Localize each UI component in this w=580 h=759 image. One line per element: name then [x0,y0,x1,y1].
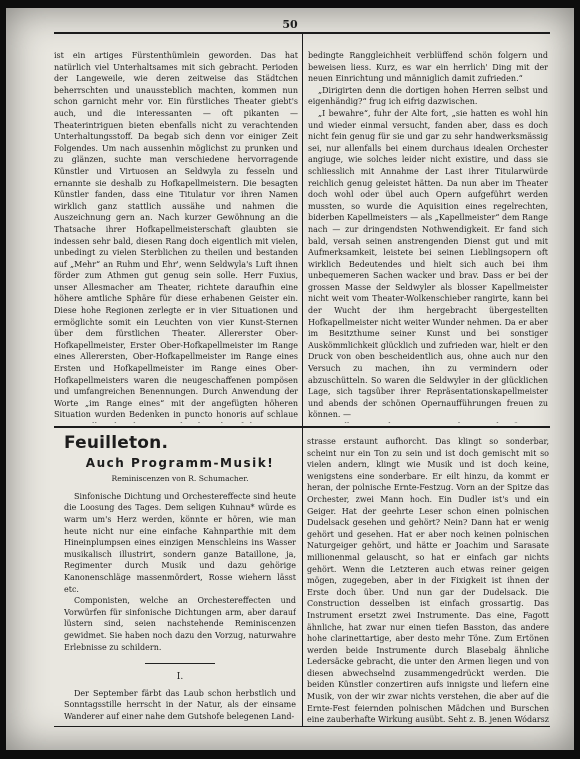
top-right-paragraph-2: „Dirigirten denn die dortigen hohen Herren selbst und eigenhändig?“ frug ich eifrig dazwischen. [308,85,548,107]
column-divider-top [302,34,303,426]
top-right-paragraph-4 [308,421,548,423]
intro-paragraph-1: Sinfonische Dichtung und Orchestereffecte sind heute die Loosung des Tages. Dem seligen Kuhnau* würde es warm um's Herz werden, könnte er hören, wie man heute nicht nur eine einfache Kahnparthie mit dem Hineinplumpsen eines einzigen Menschleins ins Wasser musikalisch illustrirt, sondern ganze Bataillone, ja, Regimenter durch Musik und dazu gehörige Kanonenschläge massenmördert, Rosse wiehern lässt etc. [64,491,296,594]
article-intro [64,491,296,653]
top-left-column [54,50,298,423]
bottom-rule [54,726,550,727]
section-rule [145,663,215,664]
newspaper-page [6,8,574,750]
section-body [64,688,296,723]
column-divider-bottom [302,428,303,726]
feuilleton-right-column [307,436,549,724]
intro-paragraph-2: Componisten, welche an Orchestereffecten und Vorwürfen für sinfonische Dichtungen arm, aber darauf lüstern sind, seien nachstehende Reminiscenzen gewidmet. Sie haben noch dazu den Vorzug, naturwahre Erlebnisse zu schildern. [64,596,296,652]
top-right-paragraph-3: „I bewahre“, fuhr der Alte fort, „sie hatten es wohl hin und wieder einmal versucht, fanden aber, dass es doch nicht fein genug für sie und gar zu sehr handwerksmässig sei, nur allenfalls bei einem durchaus idealen Orchester angiuge, wie solches leider nicht existire, und dass sie schliesslich mit Annahme der Last ihrer Titularwürde reichlich genug geleistet hätten. Da nun aber im Theater doch wohl oder übel auch Opern aufgeführt werden mussten, so wurde die Aquisition eines regelrechten, biderben Kapellmeisters — als „Kapellmeister“ dem Range nach — zur dringendsten Nothwendigkeit. Er fand sich bald, versah seinen anstrengenden Dienst gut und mit Aufmerksamkeit, leistete bei seinen Lieblingsopern oft wirklich Bedeutendes und hielt sich auch bei ihm unbequemeren Sachen wacker und brav. Dass er bei der grossen Masse der Seldwyler als blosser Kapellmeister nicht weit vom Theater-Wolkenschieber rangirte, kann bei der Wucht der ihm hergebracht übergestellten Hofkapellmeister nicht weiter Wunder nehmen. Da er aber im Besitzthume seiner Kunst und bei sonstiger Auskömmlichkeit glücklich und zufrieden war, hielt er den Druck von oben bescheidentlich aus, ohne auch nur den Versuch zu machen, ihn zu vermindern oder abzuschütteln. So waren die Seldwyler in der glücklichen Lage, sich tagsüber ihrer Repräsentationskapellmeister und abends der schönen Opernaufführungen freuen zu können. — [308,108,548,420]
top-right-column [308,50,548,423]
page-number: 50 [282,18,298,31]
top-right-paragraph-1: bedingte Ranggleichheit verblüffend schön folgern und beweisen liess. Kurz, es war ein herrlich' Ding mit der neuen Einrichtung und männiglich damit zufrieden.“ [308,51,548,84]
feuilleton-heading: Feuilleton. [64,434,169,453]
section-paragraph: Der September färbt das Laub schon herbstlich und Sonntagsstille herrscht in der Natur, als der einsame Wanderer auf einer nahe dem Gutshofe belegenen Land- [64,688,296,721]
feuilleton-left-column [64,434,296,724]
article-byline: Reminiscenzen von R. Schumacher. [111,474,249,484]
feuilleton-right-paragraph: strasse erstaunt aufhorcht. Das klingt so sonderbar, scheint nur ein Ton zu sein und ist doch gemischt mit so vielen andern, klingt wie Musik und ist doch keine, wenigstens eine sonderbare. Er eilt hinzu, da kommt er heran, der polnische Ernte-Festzug. Vorn an der Spitze das Orchester, zwei Mann hoch. Ein Dudler ist's und ein Geiger. Hat der geehrte Leser schon einen polnischen Dudelsack gesehen und gehört? Nein? Dann hat er wenig gehört und gesehen. Hat er aber noch keinen polnischen Naturgeiger gehört, und hätte er Joachim und Sarasate millionenmal gelauscht, so hat er einfach gar nichts gehört. Wenn die Letzteren auch etwas reiner geigen mögen, zugegeben, aber in der Fixigkeit ist ihnen der Erste doch über. Und nun gar der Dudelsack. Die Construction desselben ist einfach grossartig. Das Instrument ersetzt zwei Instrumente. Das eine, Fagott ähnliche, hat zwar nur einen tiefen Basston, das andere hohe clarinettartige, aber desto mehr Töne. Zum Ertönen werden beide Instrumente durch Blasebalg ähnliche Ledersäcke gebracht, die unter den Armen liegen und von diesen abwechselnd zusammengedrückt werden. Die beiden Künstler conzertiren aufs innigste und liefern eine Musik, von der wir zwar nichts verstehen, die aber auf die Ernte-Fest feiernden polnischen Mädchen und Burschen eine zauberhafte Wirkung ausübt. Seht z. B. jenen Wódarsz [307,437,549,724]
section-number: I. [176,672,184,683]
top-left-paragraph: ist ein artiges Fürstenthümlein geworden. Das hat natürlich viel Unterhaltsames mit sich gebracht. Perioden der Langeweile, wie deren zeitweise das Städtchen beherrschten und unaussteblich machten, kommen nun schon garnicht mehr vor. Ein fürstliches Theater giebt's auch, und die interessanten — oft pikanten — Theaterintriguen bieten ebenfalls nicht zu verachtenden Unterhaltungsstoff. Da begab sich denn vor einiger Zeit Folgendes. Um nach aussenhin möglichst zu prunken und zu glänzen, suchte man verschiedene hervorragende Künstler und Virtuosen an Seldwyla zu fesseln und ernannte sie deshalb zu Hofkapellmeistern. Die besagten Künstler fanden, dass eine Titulatur vor ihren Namen wirklich ganz stattlich aussähe und nahmen die Auszeichnung gern an. Nach kurzer Gewöhnung an die Thatsache ihrer Hofkapellmeisterschaft glaubten sie indessen sehr bald, diesen Rang doch eigentlich mit vielen, unbedingt zu vielen Sterblichen zu theilen und bestanden auf „Mehr“ an Ruhm und Ehr', wenn Seldwyla's Luft ihnen förder zum Athmen gut genug sein solle. Herr Fuxius, unser Allesmacher am Theater, richtete daraufhin eine höhere amtliche Sphäre für diese erhabenen Geister ein. Diese hohe Regionen zerlegte er in vier Situationen und ermöglichte somit ein Leuchten von vier Kunst-Sternen über dem fürstlichen Theater. Allererster Ober-Hofkapellmeister, Erster Ober-Hofkapellmeister im Range eines Allerersten, Ober-Hofkapellmeister im Range eines Ersten und Hofkapellmeister im Range eines Ober-Hofkapellmeisters waren die neugeschaffenen pompösen und umfangreichen Benennungen. Durch Anwendung der Worte „im Range eines“ mit der angefügten höheren Situation wurden Bedenken in puncto honoris auf schlaue [54,51,298,420]
article-title: Auch Programm-Musik! [85,455,275,470]
